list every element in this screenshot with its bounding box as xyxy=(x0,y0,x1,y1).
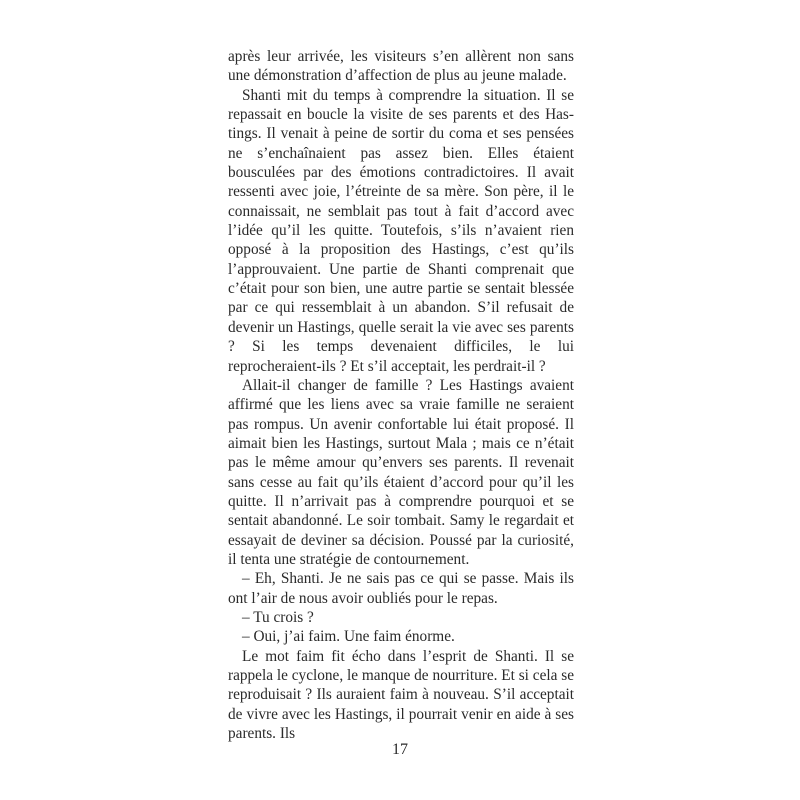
page-body xyxy=(228,47,574,743)
page-number: 17 xyxy=(392,741,408,758)
dialogue-line: – Oui, j’ai faim. Une faim énorme. xyxy=(242,628,455,646)
dialogue-line: – Tu crois ? xyxy=(242,608,314,626)
dialogue-line: – Eh, Shanti. Je ne sais pas ce qui se passe. Mais ils ont l’air de nous avoir oubliés pour le repas. xyxy=(228,570,574,607)
paragraph-continuation: après leur arrivée, les visiteurs s’en allèrent non sans une démonstration d’affection de plus au jeune malade. xyxy=(228,48,574,85)
paragraph: Le mot faim fit écho dans l’esprit de Shanti. Il se rappela le cyclone, le manque de nourriture. Et si cela se reproduisait ? Ils auraient faim à nouveau. S’il acceptait de vivre avec les Hastings, il pourrait venir en aide à ses parents. Ils xyxy=(228,647,574,743)
paragraph: Allait-il changer de famille ? Les Hastings avaient affirmé que les liens avec sa vraie famille ne seraient pas rompus. Un avenir confortable lui était proposé. Il aimait bien les Hastings, surtout Mala ; mais ce n’était pas le même amour qu’envers ses parents. Il revenait sans cesse au fait qu’ils étaient d’accord pour qu’il les quitte. Il n’arrivait pas à comprendre pourquoi et se sentait abandonné. Le soir tombait. Samy le regardait et essayait de deviner sa décision. Poussé par la curiosité, il tenta une stratégie de contournement. xyxy=(228,376,574,568)
paragraph: Shanti mit du temps à comprendre la situation. Il se repassait en boucle la visite de ses parents et des Hastings. Il venait à peine de sortir du coma et ses pensées ne s’enchaînaient pas assez bien. Elles étaient bousculées par des émotions contradictoires. Il avait ressenti avec joie, l’étreinte de sa mère. Son père, il le connaissait, ne semblait pas tout à fait d’accord avec l’idée qu’il les quitte. Toutefois, s’ils n’avaient rien opposé à la proposition des Hastings, c’est qu’ils l’approuvaient. Une partie de Shanti comprenait que c’était pour son bien, une autre partie se sentait blessée par ce qui ressemblait à un abandon. S’il refusait de devenir un Hastings, quelle serait la vie avec ses parents ? Si les temps devenaient difficiles, le lui reprocheraient-ils ? Et s’il acceptait, les perdrait-il ? xyxy=(228,86,574,375)
